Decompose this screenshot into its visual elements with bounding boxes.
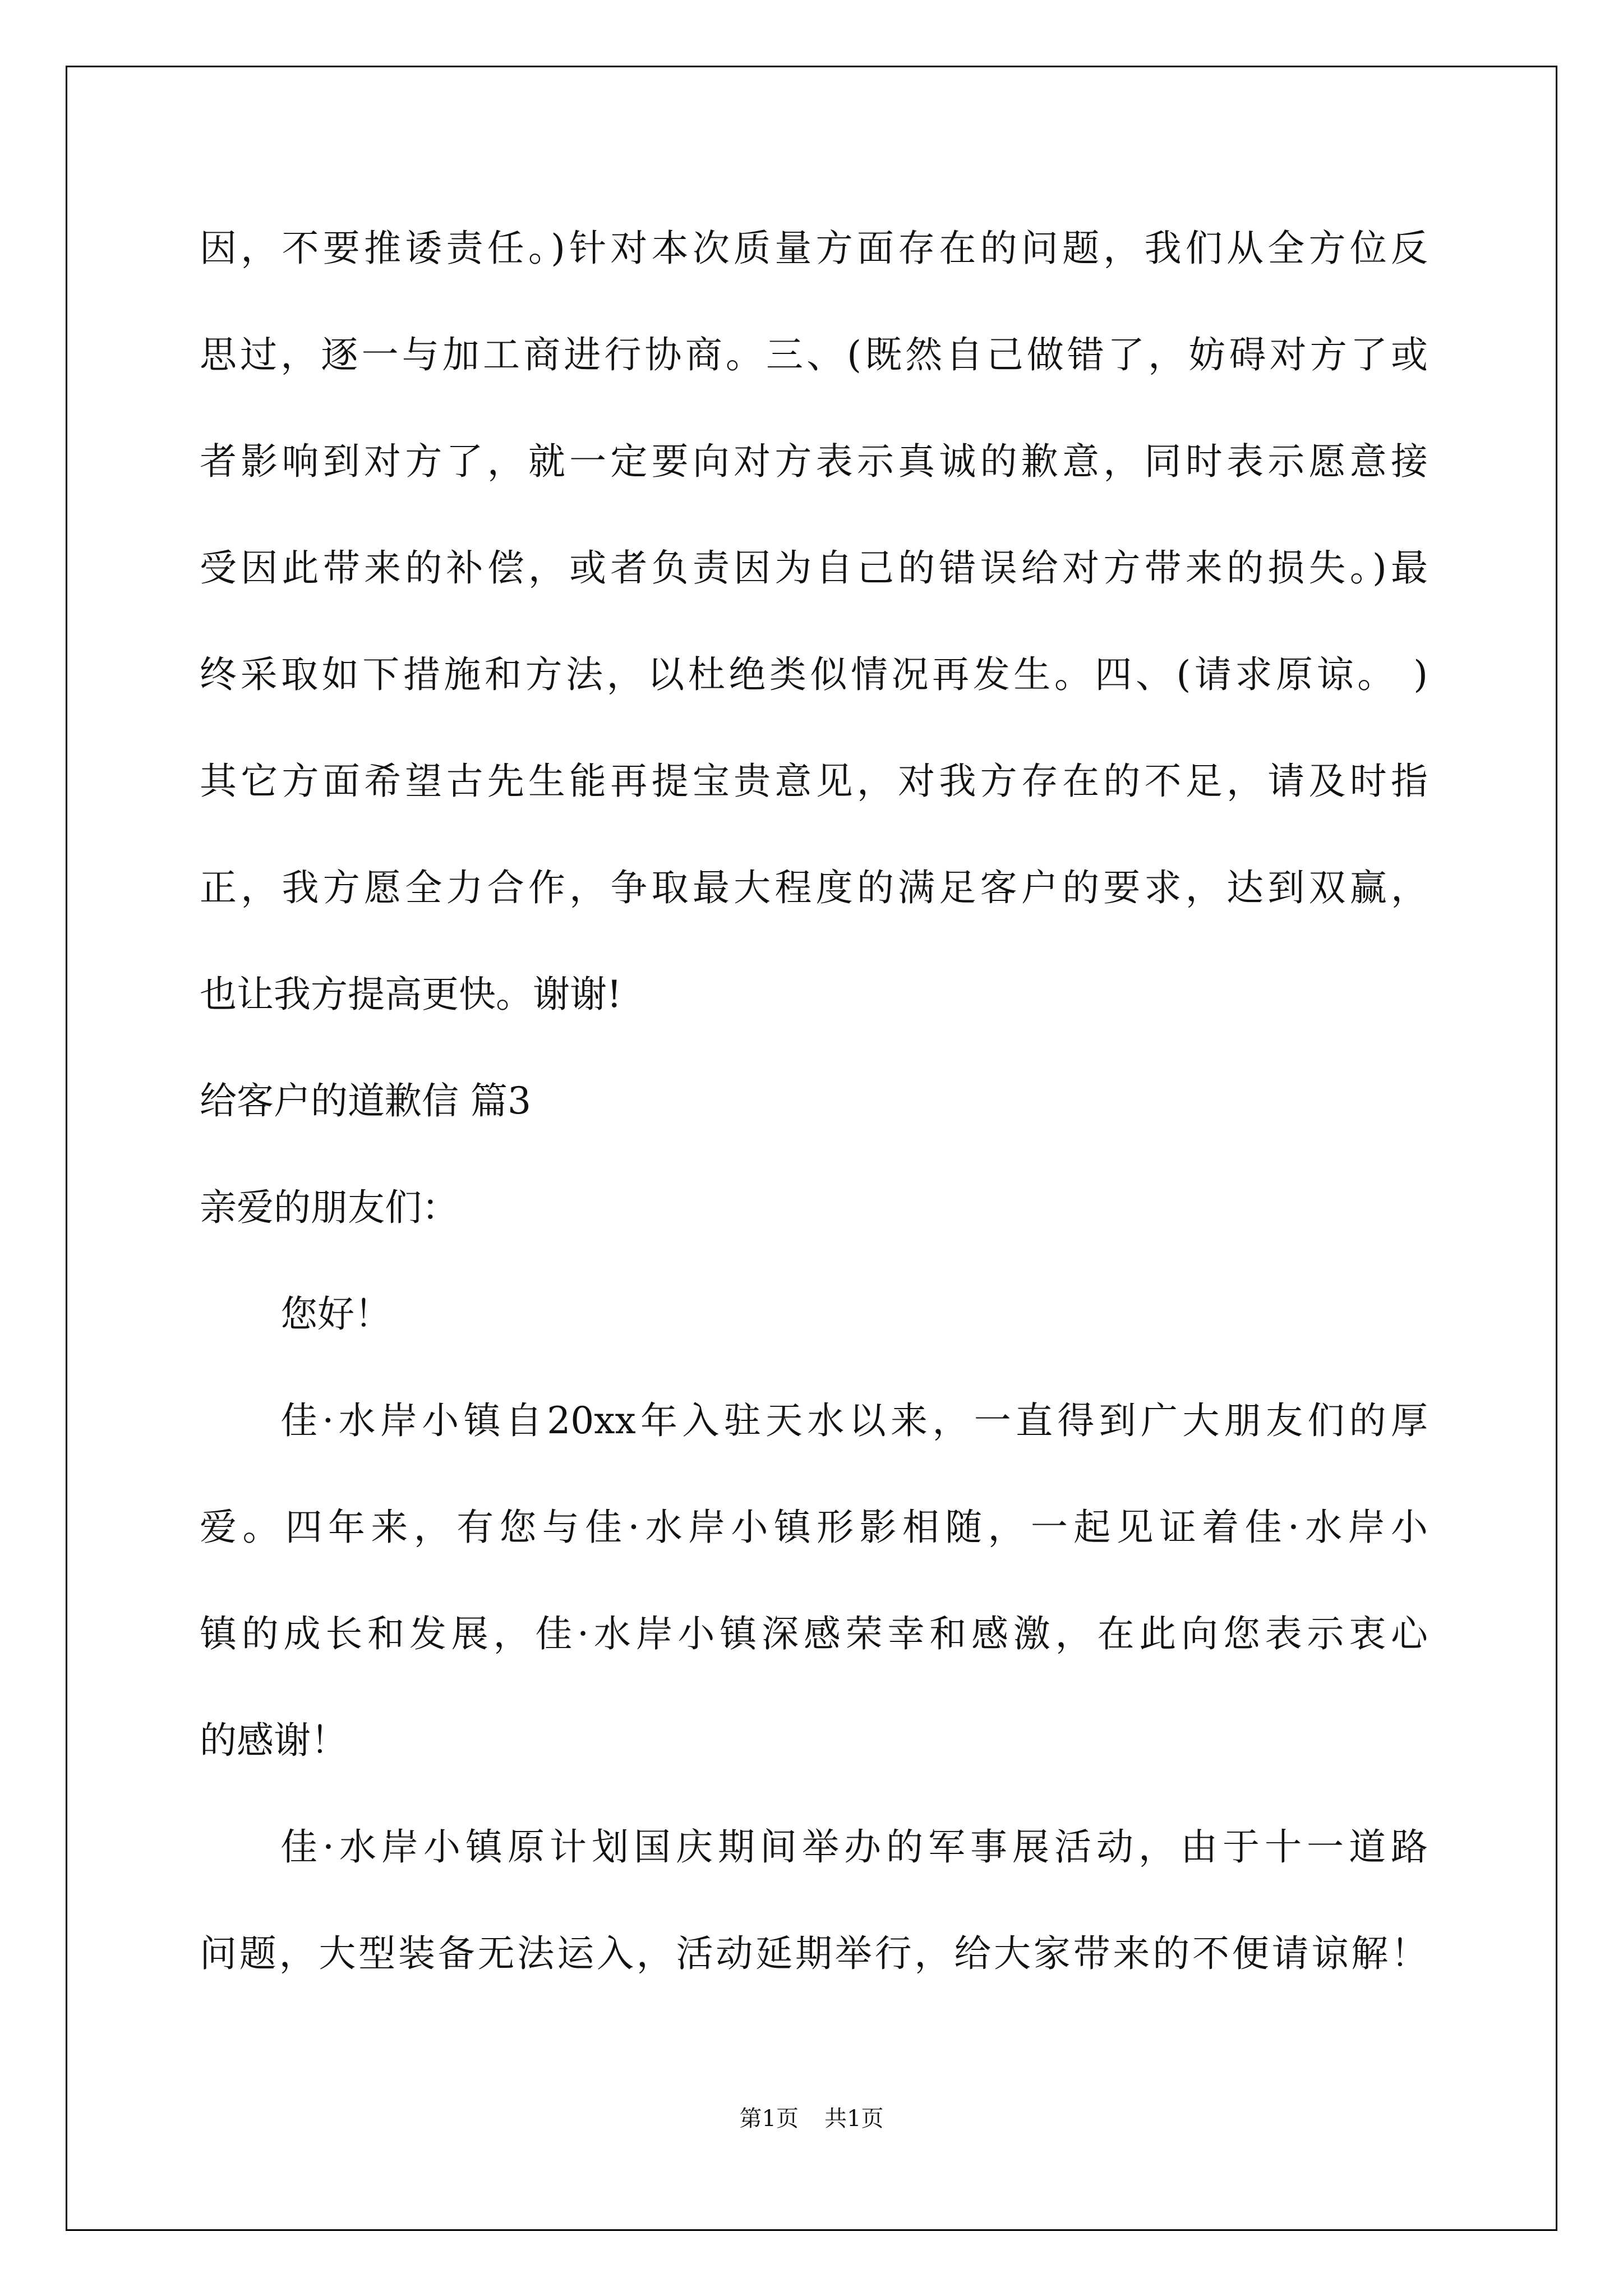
letter-line-4: 的感谢！: [200, 1719, 348, 1762]
page-total: 共1页: [824, 2106, 884, 2132]
section-heading: 给客户的道歉信 篇3: [200, 1079, 531, 1122]
greeting: 您好！: [280, 1292, 391, 1336]
letter-line-6: 问题，大型装备无法运入，活动延期举行，给大家带来的不便请谅解！: [200, 1932, 1428, 1975]
letter-line-1: 佳·水岸小镇自20xx年入驻天水以来，一直得到广大朋友们的厚: [280, 1399, 1428, 1442]
letter-line-5: 佳·水岸小镇原计划国庆期间举办的军事展活动，由于十一道路: [280, 1825, 1428, 1869]
page-border: [66, 66, 1557, 2231]
body-line-5: 终采取如下措施和方法，以杜绝类似情况再发生。四、(请求原谅。 ): [200, 653, 1428, 696]
body-line-6: 其它方面希望古先生能再提宝贵意见，对我方存在的不足，请及时指: [200, 760, 1428, 803]
body-line-2: 思过，逐一与加工商进行协商。三、(既然自己做错了，妨碍对方了或: [200, 333, 1428, 376]
body-line-4: 受因此带来的补偿，或者负责因为自己的错误给对方带来的损失。)最: [200, 546, 1428, 590]
letter-line-2: 爱。四年来，有您与佳·水岸小镇形影相随，一起见证着佳·水岸小: [200, 1506, 1428, 1549]
salutation: 亲爱的朋友们：: [200, 1186, 459, 1229]
body-line-3: 者影响到对方了，就一定要向对方表示真诚的歉意，同时表示愿意接: [200, 440, 1428, 483]
letter-line-3: 镇的成长和发展，佳·水岸小镇深感荣幸和感激，在此向您表示衷心: [200, 1612, 1428, 1655]
body-line-7: 正，我方愿全力合作，争取最大程度的满足客户的要求，达到双赢，: [200, 866, 1428, 909]
body-line-8: 也让我方提高更快。谢谢!: [200, 973, 622, 1016]
body-line-1: 因，不要推诿责任。)针对本次质量方面存在的问题，我们从全方位反: [200, 227, 1428, 270]
page-number: 第1页: [739, 2106, 799, 2132]
page-footer: [0, 2105, 1623, 2133]
